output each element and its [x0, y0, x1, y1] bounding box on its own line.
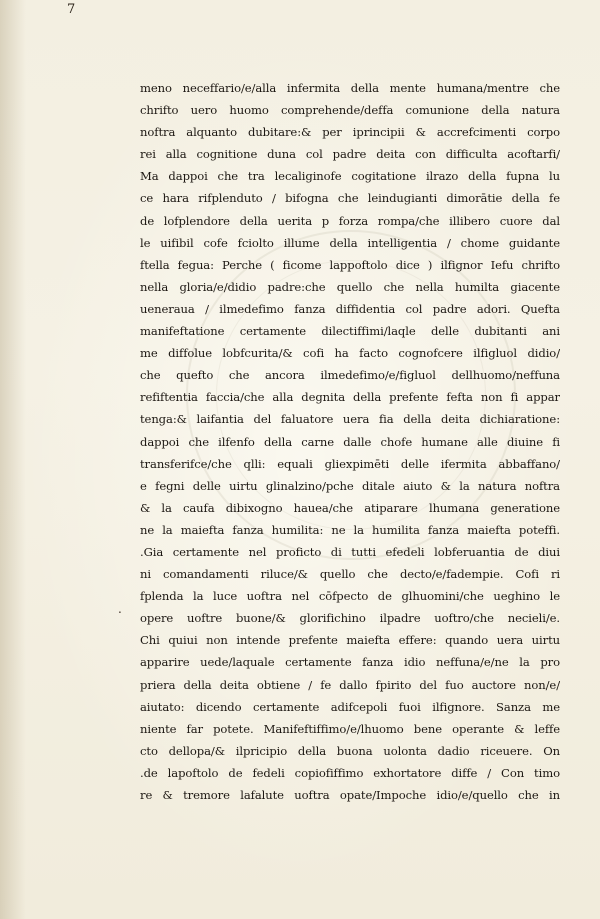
text-line: Chi quiui non intende prefente maiefta effere: quando uera uirtu — [140, 633, 560, 648]
text-line: cto dellopa/& ilpricipio della buona uolonta dadio riceuere. On — [140, 743, 560, 758]
folio-number: 7 — [67, 2, 76, 17]
text-line: meno neceffario/e/alla infermita della mente humana/mentre che — [140, 81, 560, 95]
text-line: aiutato: dicendo certamente adifcepoli fuoi ilfignore. Sanza me — [140, 699, 560, 714]
text-line: chrifto uero huomo comprehende/deffa comunione della natura — [140, 103, 560, 118]
text-line: & la caufa dibixogno hauea/che atiparare lhumana generatione — [140, 500, 560, 515]
text-line: dappoi che ilfenfo della carne dalle chofe humane alle diuine fi — [140, 434, 560, 449]
text-line: ne la maiefta fanza humilita: ne la humilita fanza maiefta poteffi. — [140, 522, 560, 537]
text-line: niente far potete. Manifeftiffimo/e/lhuomo bene operante & leffe — [140, 721, 560, 736]
text-line: le uifibil cofe fciolto illume della intelligentia / chome guidante — [140, 235, 560, 250]
text-line: manifeftatione certamente dilectiffimi/laqle delle dubitanti ani — [140, 324, 560, 339]
text-line: ni comandamenti riluce/& quello che decto/e/fadempie. Cofi ri — [140, 567, 560, 582]
text-line: ce hara rifplenduto / bifogna che leindugianti dimorātie della fe — [140, 191, 560, 206]
text-line: fplenda la luce uoftra nel cōfpecto de glhuomini/che ueghino le — [140, 589, 560, 604]
text-line: nella gloria/e/didio padre:che quello che nella humilta giacente — [140, 279, 560, 294]
text-line: .Gia certamente nel proficto di tutti efedeli lobferuantia de diui — [140, 544, 560, 559]
text-line: Ma dappoi che tra lecaliginofe cogitatione ilrazo della fupna lu — [140, 169, 560, 184]
text-line: tenga:& laifantia del faluatore uera fia della deita dichiaratione: — [140, 412, 560, 427]
text-line: .de lapoftolo de fedeli copiofiffimo exhortatore diffe / Con timo — [140, 765, 560, 780]
text-line: noftra alquanto dubitare:& per iprincipii & accrefcimenti corpo — [140, 125, 560, 140]
text-line: refiftentia faccia/che alla degnita della prefente fefta non fi appar — [140, 390, 560, 405]
text-line: me diffolue lobfcurita/& cofi ha facto cognofcere ilfigluol didio/ — [140, 346, 560, 361]
text-line: priera della deita obtiene / fe dallo fpirito del fuo auctore non/e/ — [140, 677, 560, 692]
text-line: re & tremore lafalute uoftra opate/Impoche idio/e/quello che in — [140, 788, 560, 802]
text-line: opere uoftre buone/& glorifichino ilpadre uoftro/che necieli/e. — [140, 611, 560, 626]
text-line: apparire uede/laquale certamente fanza idio neffuna/e/ne la pro — [140, 655, 560, 670]
text-line: e fegni delle uirtu glinalzino/pche ditale aiuto & la natura noftra — [140, 478, 560, 493]
text-block — [140, 77, 560, 806]
text-line: ueneraua / ilmedefimo fanza diffidentia col padre adori. Quefta — [140, 301, 560, 316]
text-line: transferifce/che qlli: equali gliexpimēti delle ifermita abbaffano/ — [140, 456, 560, 471]
text-line: rei alla cognitione duna col padre deita con difficulta acoftarfi/ — [140, 147, 560, 162]
text-line: che quefto che ancora ilmedefimo/e/figluol dellhuomo/neffuna — [140, 368, 560, 383]
text-line: de lofplendore della uerita p forza rompa/che illibero cuore dal — [140, 213, 560, 228]
marginal-mark: . — [118, 602, 122, 616]
text-line: ftella fegua: Perche ( ficome lappoftolo dice ) ilfignor Iefu chrifto — [140, 257, 560, 272]
